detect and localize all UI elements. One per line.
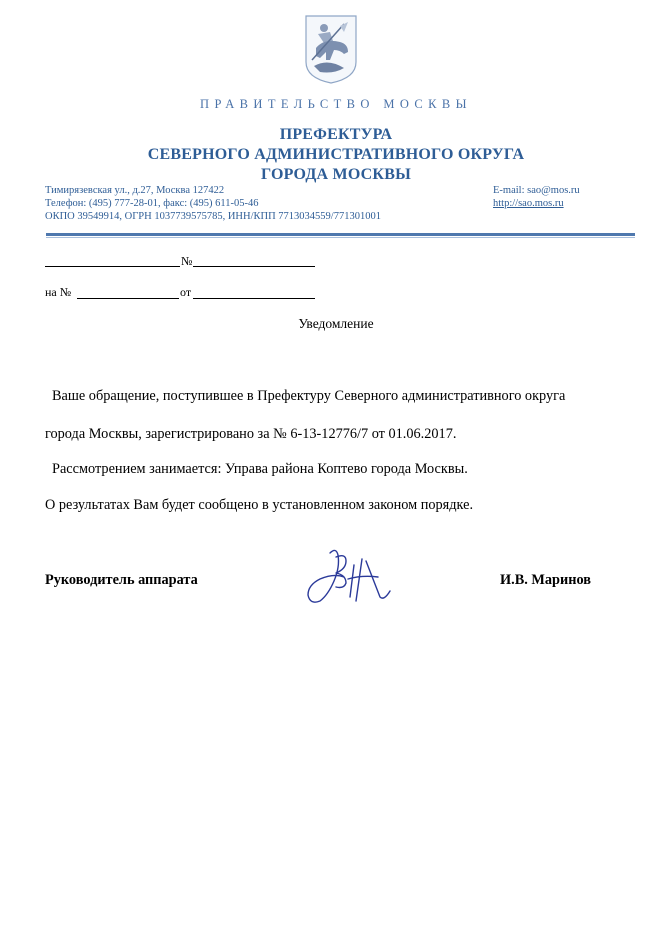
incoming-number-blank bbox=[77, 298, 179, 299]
paragraph-1-line-1: Ваше обращение, поступившее в Префектуру Северного административного округа bbox=[52, 388, 566, 404]
document-title: Уведомление bbox=[298, 316, 374, 331]
incoming-date-blank bbox=[193, 298, 315, 299]
from-label: от bbox=[180, 285, 192, 299]
paragraph-1-line-2: города Москвы, зарегистрировано за № 6-13-12776/7 от 01.06.2017. bbox=[45, 426, 457, 442]
address-text: Тимирязевская ул., д.27, Москва 127422 bbox=[45, 185, 225, 196]
header-rule-thin bbox=[46, 237, 635, 238]
header-rule-thick bbox=[46, 233, 635, 236]
email-text: E-mail: sao@mos.ru bbox=[493, 185, 580, 196]
outgoing-number-blank bbox=[45, 266, 180, 267]
signatory-position: Руководитель аппарата bbox=[45, 572, 198, 588]
government-heading: ПРАВИТЕЛЬСТВО МОСКВЫ bbox=[200, 97, 472, 111]
prefecture-title-line-2: СЕВЕРНОГО АДМИНИСТРАТИВНОГО ОКРУГА bbox=[147, 146, 525, 163]
website-link[interactable]: http://sao.mos.ru bbox=[493, 198, 564, 209]
outgoing-date-blank bbox=[193, 266, 315, 267]
signatory-name: И.В. Маринов bbox=[500, 572, 591, 588]
handwritten-signature bbox=[300, 545, 400, 610]
number-sign: № bbox=[181, 254, 193, 268]
phone-text: Телефон: (495) 777-28-01, факс: (495) 611-05-46 bbox=[45, 198, 259, 209]
paragraph-3: О результатах Вам будет сообщено в установленном законом порядке. bbox=[45, 497, 474, 513]
prefecture-title-line-1: ПРЕФЕКТУРА bbox=[279, 126, 393, 143]
paragraph-2: Рассмотрением занимается: Управа района Коптево города Москвы. bbox=[52, 461, 468, 477]
registration-codes-text: ОКПО 39549914, ОГРН 1037739575785, ИНН/КПП 7713034559/771301001 bbox=[45, 211, 381, 222]
on-number-label: на № bbox=[45, 285, 72, 299]
prefecture-title-line-3: ГОРОДА МОСКВЫ bbox=[261, 166, 411, 183]
moscow-coat-of-arms-emblem bbox=[304, 14, 358, 84]
